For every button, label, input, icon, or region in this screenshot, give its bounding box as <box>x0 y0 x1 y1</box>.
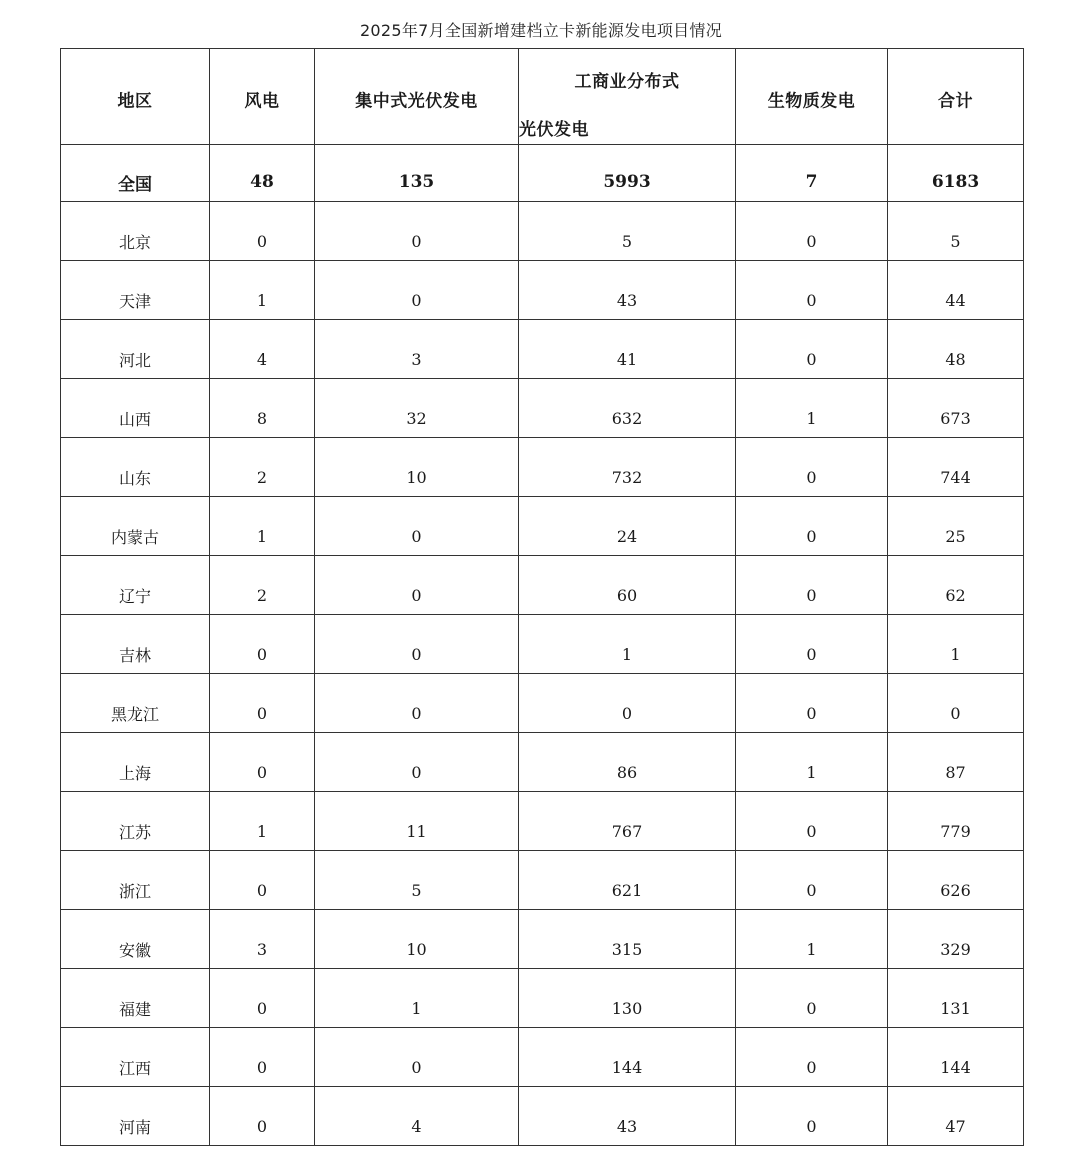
cell-distributed-pv: 632 <box>519 379 736 438</box>
cell-distributed-pv: 43 <box>519 261 736 320</box>
cell-total: 329 <box>888 910 1024 969</box>
table-row <box>61 556 1024 615</box>
cell-centralized-pv: 4 <box>315 1087 519 1146</box>
cell-biomass: 0 <box>736 556 888 615</box>
cell-wind: 1 <box>210 497 315 556</box>
cell-biomass: 0 <box>736 497 888 556</box>
cell-region: 上海 <box>61 733 210 792</box>
table-body <box>61 145 1024 1146</box>
table-row-national-total <box>61 145 1024 202</box>
cell-region: 福建 <box>61 969 210 1028</box>
cell-distributed-pv: 130 <box>519 969 736 1028</box>
cell-centralized-pv: 0 <box>315 556 519 615</box>
table-row <box>61 1087 1024 1146</box>
cell-wind: 0 <box>210 1087 315 1146</box>
cell-total: 62 <box>888 556 1024 615</box>
cell-biomass: 0 <box>736 261 888 320</box>
cell-biomass: 0 <box>736 1087 888 1146</box>
table-row <box>61 320 1024 379</box>
cell-wind: 2 <box>210 556 315 615</box>
table-row <box>61 792 1024 851</box>
cell-distributed-pv: 5 <box>519 202 736 261</box>
cell-centralized-pv: 10 <box>315 438 519 497</box>
table-row <box>61 851 1024 910</box>
cell-wind: 2 <box>210 438 315 497</box>
cell-biomass: 0 <box>736 851 888 910</box>
cell-region: 江西 <box>61 1028 210 1087</box>
cell-centralized-pv: 0 <box>315 1028 519 1087</box>
cell-total: 673 <box>888 379 1024 438</box>
cell-total: 0 <box>888 674 1024 733</box>
cell-centralized-pv: 135 <box>315 145 519 202</box>
cell-region: 黑龙江 <box>61 674 210 733</box>
cell-wind: 4 <box>210 320 315 379</box>
cell-total: 144 <box>888 1028 1024 1087</box>
cell-wind: 48 <box>210 145 315 202</box>
cell-distributed-pv: 621 <box>519 851 736 910</box>
cell-distributed-pv: 0 <box>519 674 736 733</box>
table-row <box>61 969 1024 1028</box>
cell-total: 48 <box>888 320 1024 379</box>
cell-total: 25 <box>888 497 1024 556</box>
header-wind <box>210 49 315 145</box>
cell-centralized-pv: 1 <box>315 969 519 1028</box>
header-centralized-pv <box>315 49 519 145</box>
cell-biomass: 0 <box>736 320 888 379</box>
cell-region: 天津 <box>61 261 210 320</box>
cell-biomass: 0 <box>736 438 888 497</box>
cell-region: 全国 <box>61 145 210 202</box>
table-row <box>61 261 1024 320</box>
cell-centralized-pv: 0 <box>315 733 519 792</box>
cell-distributed-pv: 5993 <box>519 145 736 202</box>
table-row <box>61 379 1024 438</box>
header-row <box>61 49 1024 145</box>
cell-centralized-pv: 5 <box>315 851 519 910</box>
cell-wind: 0 <box>210 674 315 733</box>
cell-biomass: 1 <box>736 910 888 969</box>
cell-distributed-pv: 144 <box>519 1028 736 1087</box>
cell-wind: 1 <box>210 792 315 851</box>
header-distributed-pv-line2: 光伏发电 <box>519 120 589 140</box>
cell-total: 6183 <box>888 145 1024 202</box>
cell-centralized-pv: 3 <box>315 320 519 379</box>
cell-wind: 0 <box>210 733 315 792</box>
cell-wind: 3 <box>210 910 315 969</box>
header-distributed-pv <box>519 49 736 145</box>
cell-total: 1 <box>888 615 1024 674</box>
cell-total: 626 <box>888 851 1024 910</box>
cell-wind: 0 <box>210 1028 315 1087</box>
table-row <box>61 1028 1024 1087</box>
cell-region: 山西 <box>61 379 210 438</box>
cell-total: 87 <box>888 733 1024 792</box>
cell-distributed-pv: 86 <box>519 733 736 792</box>
cell-biomass: 0 <box>736 792 888 851</box>
cell-total: 744 <box>888 438 1024 497</box>
cell-region: 河北 <box>61 320 210 379</box>
table-row <box>61 497 1024 556</box>
cell-biomass: 7 <box>736 145 888 202</box>
cell-centralized-pv: 10 <box>315 910 519 969</box>
table-row <box>61 733 1024 792</box>
cell-wind: 0 <box>210 202 315 261</box>
header-centralized-pv-label: 集中式光伏发电 <box>355 91 478 112</box>
cell-region: 北京 <box>61 202 210 261</box>
cell-total: 44 <box>888 261 1024 320</box>
cell-distributed-pv: 1 <box>519 615 736 674</box>
header-total <box>888 49 1024 145</box>
cell-wind: 8 <box>210 379 315 438</box>
header-wind-label: 风电 <box>244 91 280 112</box>
header-total-label: 合计 <box>938 91 973 112</box>
cell-biomass: 0 <box>736 969 888 1028</box>
header-biomass-label: 生物质发电 <box>767 91 856 112</box>
cell-region: 安徽 <box>61 910 210 969</box>
cell-distributed-pv: 41 <box>519 320 736 379</box>
projects-table <box>60 48 1024 1146</box>
cell-total: 779 <box>888 792 1024 851</box>
cell-region: 吉林 <box>61 615 210 674</box>
table-row <box>61 615 1024 674</box>
cell-total: 47 <box>888 1087 1024 1146</box>
document-title: 2025年7月全国新增建档立卡新能源发电项目情况 <box>359 21 723 40</box>
cell-distributed-pv: 315 <box>519 910 736 969</box>
table-row <box>61 202 1024 261</box>
cell-centralized-pv: 11 <box>315 792 519 851</box>
cell-distributed-pv: 24 <box>519 497 736 556</box>
cell-centralized-pv: 0 <box>315 202 519 261</box>
cell-distributed-pv: 60 <box>519 556 736 615</box>
cell-centralized-pv: 32 <box>315 379 519 438</box>
cell-wind: 0 <box>210 615 315 674</box>
cell-centralized-pv: 0 <box>315 261 519 320</box>
cell-biomass: 1 <box>736 379 888 438</box>
cell-biomass: 0 <box>736 1028 888 1087</box>
cell-distributed-pv: 732 <box>519 438 736 497</box>
cell-distributed-pv: 767 <box>519 792 736 851</box>
table-row <box>61 438 1024 497</box>
cell-region: 江苏 <box>61 792 210 851</box>
cell-distributed-pv: 43 <box>519 1087 736 1146</box>
cell-wind: 1 <box>210 261 315 320</box>
cell-region: 辽宁 <box>61 556 210 615</box>
header-biomass <box>736 49 888 145</box>
cell-biomass: 0 <box>736 674 888 733</box>
cell-biomass: 0 <box>736 615 888 674</box>
table-row <box>61 910 1024 969</box>
cell-region: 山东 <box>61 438 210 497</box>
cell-centralized-pv: 0 <box>315 615 519 674</box>
header-region-label: 地区 <box>117 91 153 112</box>
cell-region: 内蒙古 <box>61 497 210 556</box>
cell-centralized-pv: 0 <box>315 497 519 556</box>
header-distributed-pv-line1: 工商业分布式 <box>574 72 680 92</box>
cell-total: 131 <box>888 969 1024 1028</box>
header-region <box>61 49 210 145</box>
cell-biomass: 0 <box>736 202 888 261</box>
cell-region: 浙江 <box>61 851 210 910</box>
cell-wind: 0 <box>210 969 315 1028</box>
cell-wind: 0 <box>210 851 315 910</box>
table-row <box>61 674 1024 733</box>
cell-centralized-pv: 0 <box>315 674 519 733</box>
cell-biomass: 1 <box>736 733 888 792</box>
cell-total: 5 <box>888 202 1024 261</box>
cell-region: 河南 <box>61 1087 210 1146</box>
